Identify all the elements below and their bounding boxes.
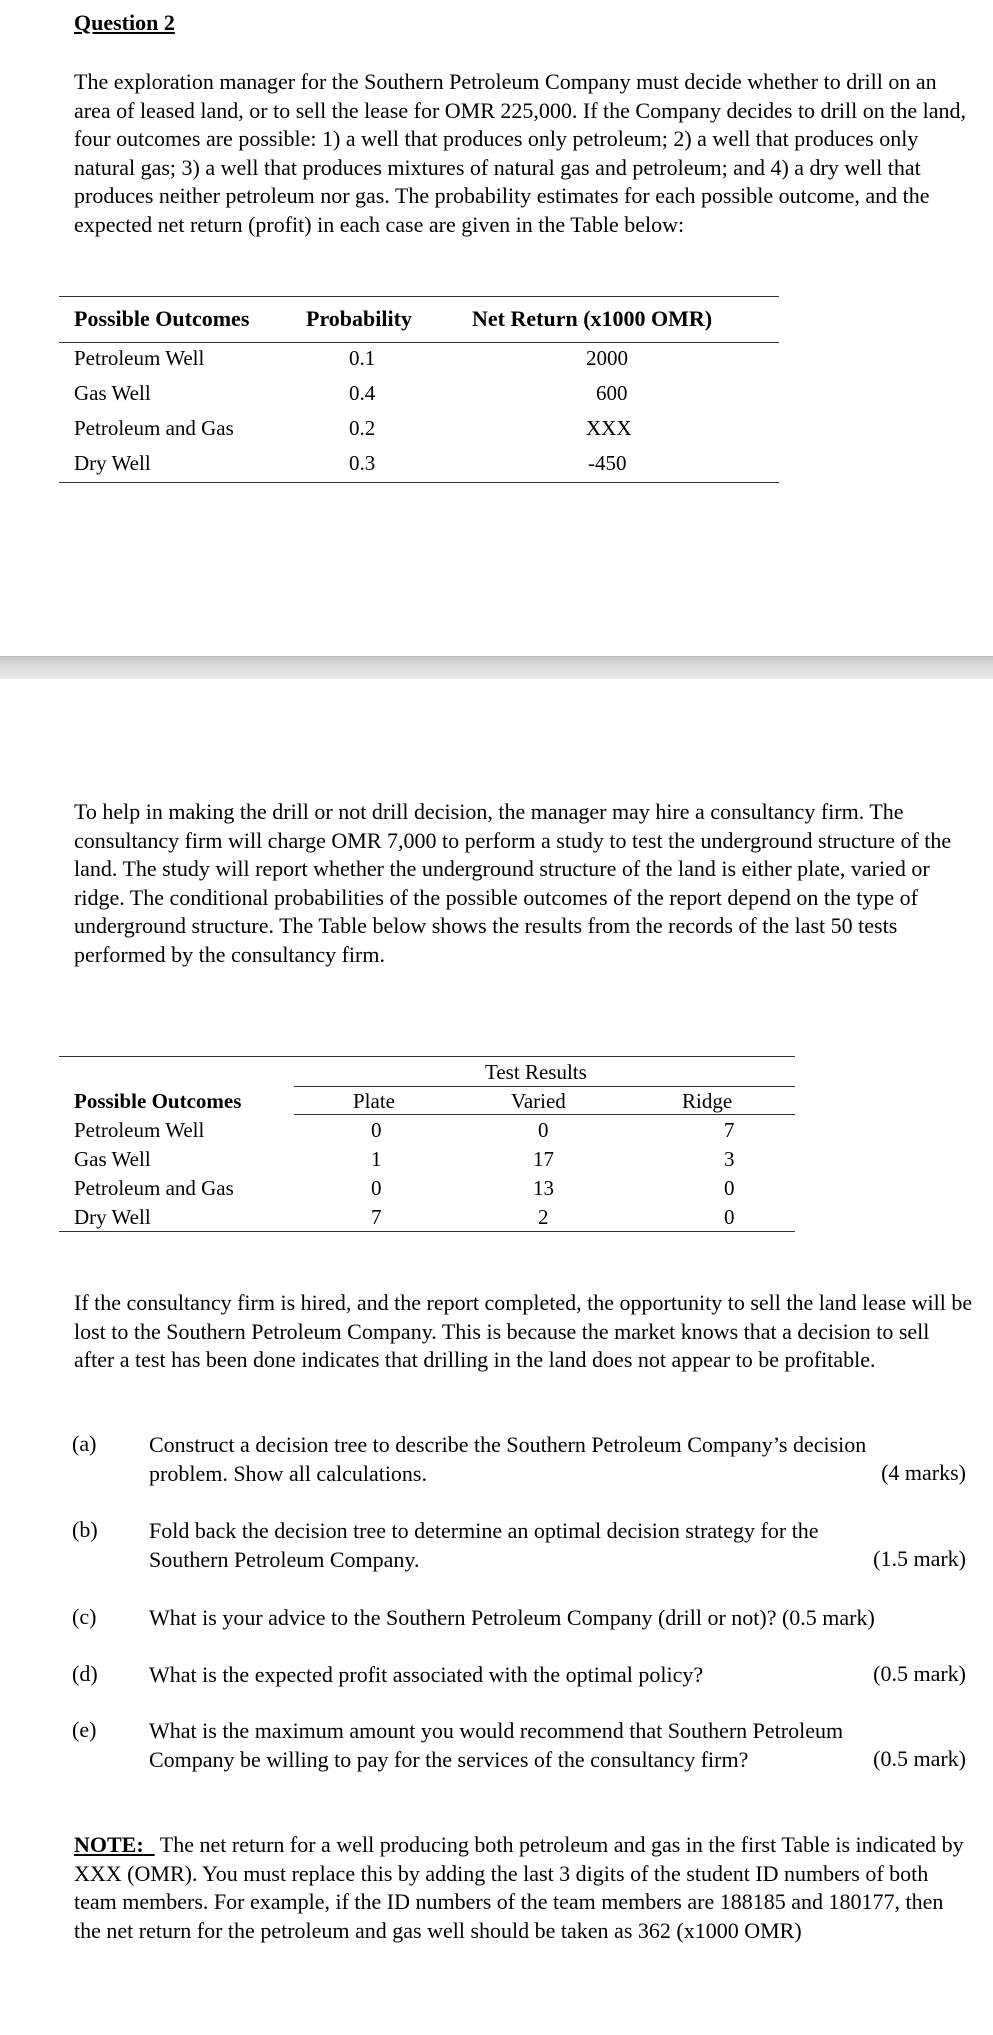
table2-cell-ridge: 0 <box>724 1205 735 1229</box>
table1-header-outcomes: Possible Outcomes <box>74 306 250 331</box>
intro-paragraph: The exploration manager for the Southern Petroleum Company must decide whether to drill on an area of leased land, or to sell the lease for OMR 225,000. If the Company decides to drill on the land, four outcomes are possible: 1) a well that produces only petroleum; 2) a well that produces only natural gas; 3) a well that produces mixtures of natural gas and petroleum; and 4) a dry well that produces neither petroleum nor gas. The probability estimates for each possible outcome, and the expected net return (profit) in each case are given in the Table below: <box>74 69 966 237</box>
question-line: Construct a decision tree to describe the Southern Petroleum Company’s decision <box>149 1432 867 1457</box>
table2-group-header: Test Results <box>485 1060 587 1084</box>
table1-cell-probability: 0.2 <box>349 416 376 440</box>
question-title: Question 2 <box>74 10 175 35</box>
table2-header-ridge: Ridge <box>682 1089 733 1113</box>
question-label: (d) <box>72 1661 98 1686</box>
table2-cell-varied: 2 <box>538 1205 549 1229</box>
table1-cell-outcome: Gas Well <box>74 381 151 405</box>
table2-cell-outcome: Dry Well <box>74 1205 151 1229</box>
table2-bottom-rule <box>59 1231 795 1232</box>
question-line: Fold back the decision tree to determine an optimal decision strategy for the <box>149 1518 819 1543</box>
table2-group-rule <box>294 1086 795 1087</box>
question-text <box>149 1517 969 1574</box>
table2-cell-varied: 0 <box>538 1118 549 1142</box>
table1-cell-probability: 0.1 <box>349 346 376 370</box>
question-line: What is the expected profit associated with the optimal policy? <box>149 1662 704 1687</box>
question-line: Southern Petroleum Company. <box>149 1546 420 1572</box>
table2-cell-ridge: 7 <box>724 1118 735 1142</box>
table2-cell-plate: 7 <box>371 1205 382 1229</box>
table1-header-net-return: Net Return (x1000 OMR) <box>472 306 713 331</box>
question-label: (b) <box>72 1517 98 1542</box>
note-text: The net return for a well producing both petroleum and gas in the first Table is indicated by XXX (OMR). You must replace this by adding the last 3 digits of the student ID numbers of both team members. For example, if the ID numbers of the team members are 188185 and 180177, then the net return for the petroleum and gas well should be taken as 362 (x1000 OMR) <box>74 1832 964 1943</box>
note-label: NOTE: <box>74 1832 144 1857</box>
question-label: (c) <box>72 1604 97 1629</box>
table2-top-rule <box>59 1056 795 1057</box>
question-marks: (0.5 mark) <box>873 1661 966 1686</box>
table1-cell-outcome: Dry Well <box>74 451 151 475</box>
table2-header-varied: Varied <box>511 1089 566 1113</box>
table2-cell-plate: 0 <box>371 1118 382 1142</box>
question-text <box>149 1717 969 1774</box>
note-paragraph <box>74 1831 974 1945</box>
lease-paragraph: If the consultancy firm is hired, and the report completed, the opportunity to sell the land lease will be lost to the Southern Petroleum Company. This is because the market knows that a decision to sell after a test has been done indicates that drilling in the land does not appear to be profitable. <box>74 1290 973 1373</box>
table1-cell-return: XXX <box>586 416 632 440</box>
question-line: What is the maximum amount you would recommend that Southern Petroleum <box>149 1718 844 1743</box>
page-break <box>0 656 993 679</box>
table2-header-outcomes: Possible Outcomes <box>74 1089 242 1113</box>
table2-header-rule <box>294 1114 795 1115</box>
question-marks: (0.5 mark) <box>873 1746 966 1771</box>
table1-cell-outcome: Petroleum and Gas <box>74 416 234 440</box>
table2-header-plate: Plate <box>353 1089 395 1113</box>
table2-cell-ridge: 3 <box>724 1147 735 1171</box>
table1-cell-return: 600 <box>596 381 628 405</box>
question-text <box>149 1604 969 1633</box>
table1-cell-return: 2000 <box>586 346 628 370</box>
table2-cell-outcome: Gas Well <box>74 1147 151 1171</box>
table1-header-probability: Probability <box>306 306 412 331</box>
table1-bottom-rule <box>59 482 779 483</box>
table1-top-rule <box>59 296 779 297</box>
table2-cell-plate: 0 <box>371 1176 382 1200</box>
question-label: (e) <box>72 1717 97 1742</box>
table2-cell-varied: 17 <box>533 1147 554 1171</box>
question-line: What is your advice to the Southern Petroleum Company (drill or not)? (0.5 mark) <box>149 1605 875 1630</box>
question-marks: (4 marks) <box>881 1460 966 1485</box>
question-text <box>149 1431 969 1488</box>
table2-cell-varied: 13 <box>533 1176 554 1200</box>
question-line: problem. Show all calculations. <box>149 1460 427 1486</box>
table2-cell-outcome: Petroleum Well <box>74 1118 205 1142</box>
question-line: Company be willing to pay for the services of the consultancy firm? <box>149 1746 749 1772</box>
table1-cell-probability: 0.4 <box>349 381 376 405</box>
table2-cell-outcome: Petroleum and Gas <box>74 1176 234 1200</box>
table2-cell-plate: 1 <box>371 1147 382 1171</box>
question-marks: (1.5 mark) <box>873 1546 966 1571</box>
table1-cell-return: -450 <box>588 451 627 475</box>
table1-header-rule <box>59 342 779 343</box>
question-text <box>149 1661 969 1690</box>
consultancy-paragraph: To help in making the drill or not drill decision, the manager may hire a consultancy firm. The consultancy firm will charge OMR 7,000 to perform a study to test the underground structure of the land. The study will report whether the underground structure of the land is either plate, varied or ridge. The conditional probabilities of the possible outcomes of the report depend on the type of underground structure. The Table below shows the results from the records of the last 50 tests performed by the consultancy firm. <box>74 799 952 967</box>
table2-cell-ridge: 0 <box>724 1176 735 1200</box>
table1-cell-outcome: Petroleum Well <box>74 346 205 370</box>
table1-cell-probability: 0.3 <box>349 451 376 475</box>
question-label: (a) <box>72 1431 97 1456</box>
